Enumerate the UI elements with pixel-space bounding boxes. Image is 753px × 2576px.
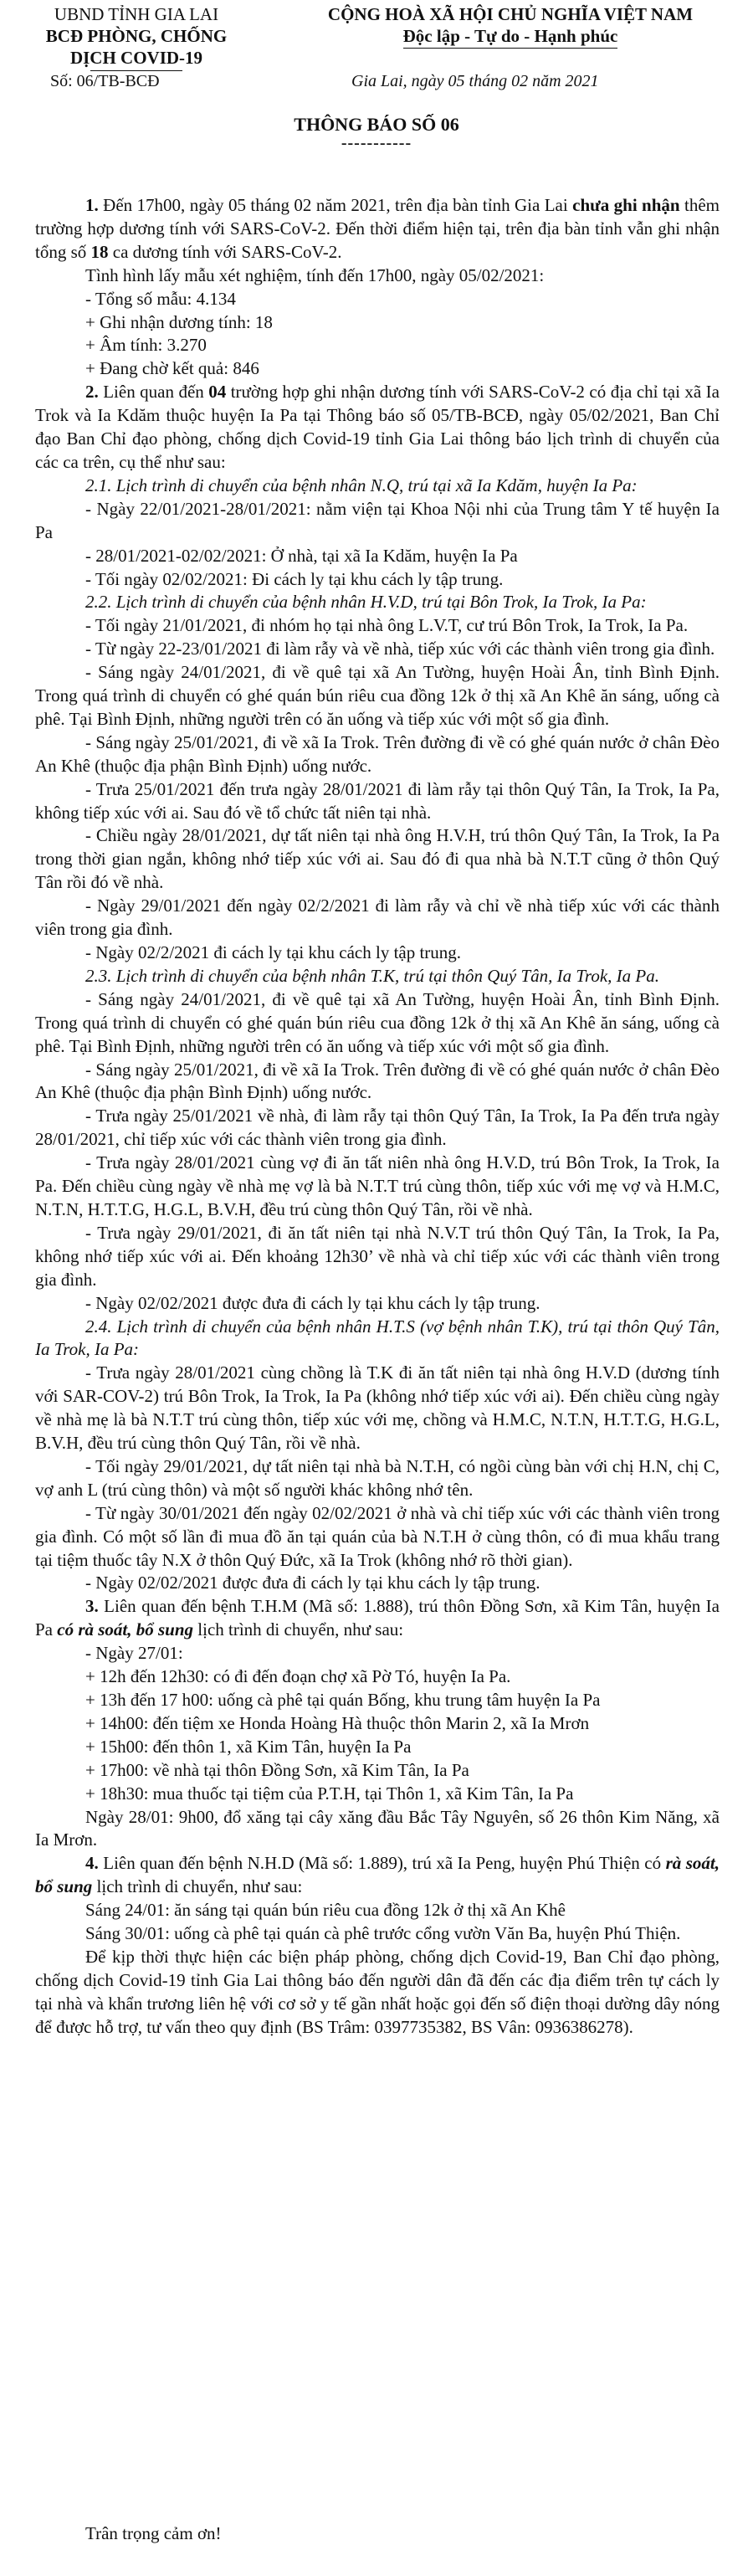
list-item: - Ngày 29/01/2021 đến ngày 02/2/2021 đi làm rẫy và chỉ về nhà tiếp xúc với các thành viên trong gia đình. — [35, 895, 720, 940]
list-item: - Trưa ngày 28/01/2021 cùng chồng là T.K đi ăn tất niên tại nhà ông H.V.D (dương tính với SAR-COV-2) trú Bôn Trok, Ia Trok, Ia Pa (không nhớ tiếp xúc với ai). Đến chiều cùng ngày về nhà mẹ là bà N.T.T trú cùng thôn, tiếp xúc với mẹ, chồng và H.M.C, N.T.N, H.T.T.G, H.G.L, B.V.H, đều trú cùng thôn Quý Tân, rồi về nhà. — [35, 1362, 720, 1454]
document-title: THÔNG BÁO SỐ 06 — [294, 114, 459, 135]
authority-line-3: DỊCH COVID-19 — [69, 48, 203, 68]
stat-total: - Tổng số mẫu: 4.134 — [85, 288, 236, 309]
list-item: - Trưa ngày 29/01/2021, đi ăn tất niên tại nhà N.V.T trú thôn Quý Tân, Ia Trok, Ia Pa, không nhớ tiếp xúc với ai. Đến khoảng 12h30’ về nhà và chỉ tiếp xúc với các thành viên trong gia đình. — [35, 1222, 720, 1290]
list-item: - Ngày 02/2/2021 đi cách ly tại khu cách ly tập trung. — [85, 942, 462, 962]
authority-line-1: UBND TỈNH GIA LAI — [54, 4, 219, 24]
section-1-paragraph: 1. Đến 17h00, ngày 05 tháng 02 năm 2021, trên địa bàn tỉnh Gia Lai chưa ghi nhận thêm trường hợp dương tính với SARS-CoV-2. Đến thời điểm hiện tại, trên địa bàn tỉnh vẫn ghi nhận tổng số 18 ca dương tính với SARS-CoV-2. — [35, 195, 720, 262]
document-body — [35, 194, 720, 2040]
list-item: - Tối ngày 21/01/2021, đi nhóm họ tại nhà ông L.V.T, cư trú Bôn Trok, Ia Trok, Ia Pa. — [85, 615, 689, 636]
list-item: - Từ ngày 30/01/2021 đến ngày 02/02/2021 ở nhà và chỉ tiếp xúc với các thành viên trong gia đình. Có một số lần đi mua đồ ăn tại quán của bà N.T.H ở cùng thôn, có đi mua khẩu trang tại tiệm thuốc tây N.X ở thôn Quý Đức, xã Ia Trok (không nhớ rõ thời gian). — [35, 1502, 720, 1570]
closing-thanks: Trân trọng cảm ơn! — [85, 2523, 222, 2543]
list-item: - Sáng ngày 24/01/2021, đi về quê tại xã An Tường, huyện Hoài Ân, tỉnh Bình Định. Trong quá trình di chuyển có ghé quán bún riêu cua đồng 12k ở thị xã An Khê ăn sáng, uống cà phê. Tại Bình Định, những người trên có ăn uống và tiếp xúc với một số gia đình. — [35, 662, 720, 729]
schedule-item: Sáng 30/01: uống cà phê tại quán cà phê trước cổng vườn Văn Ba, huyện Phú Thiện. — [85, 1923, 681, 1944]
list-item: - Trưa 25/01/2021 đến trưa ngày 28/01/2021 đi làm rẫy tại thôn Quý Tân, Ia Trok, Ia Pa, không tiếp xúc với ai. Sau đó về tổ chức tất niên tại nhà. — [35, 778, 720, 823]
subsection-2-2-heading: 2.2. Lịch trình di chuyển của bệnh nhân H.V.D, trú tại Bôn Trok, Ia Trok, Ia Pa: — [85, 592, 647, 613]
title-divider: ----------- — [341, 134, 412, 152]
schedule-item: Sáng 24/01: ăn sáng tại quán bún riêu cua đồng 12k ở thị xã An Khê — [85, 1900, 566, 1921]
section-4-paragraph: 4. Liên quan đến bệnh N.H.D (Mã số: 1.889), trú xã Ia Peng, huyện Phú Thiện có rà soát, bổ sung lịch trình di chuyển, như sau: — [35, 1853, 720, 1897]
schedule-item: + 15h00: đến thôn 1, xã Kim Tân, huyện Ia Pa — [85, 1736, 412, 1757]
list-item: - Trưa ngày 25/01/2021 về nhà, đi làm rẫy tại thôn Quý Tân, Ia Trok, Ia Pa đến trưa ngày 28/01/2021, chỉ tiếp xúc với các thành viên trong gia đình. — [35, 1106, 720, 1150]
subsection-2-1-heading: 2.1. Lịch trình di chuyển của bệnh nhân N.Q, trú tại xã Ia Kdăm, huyện Ia Pa: — [85, 475, 638, 495]
national-header — [284, 3, 736, 49]
stat-positive: + Ghi nhận dương tính: 18 — [85, 311, 273, 332]
subsection-2-4-heading: 2.4. Lịch trình di chuyển của bệnh nhân H.T.S (vợ bệnh nhân T.K), trú tại thôn Quý Tân, Ia Trok, Ia Pa: — [35, 1316, 720, 1360]
list-item: - Tối ngày 29/01/2021, dự tất niên tại nhà bà N.T.H, có ngồi cùng bàn với chị H.N, chị C, vợ anh L (trú cùng thôn) và một số người khác không nhớ tên. — [35, 1455, 720, 1500]
stats-intro: Tình hình lấy mẫu xét nghiệm, tính đến 17h00, ngày 05/02/2021: — [85, 264, 545, 285]
section-2-paragraph: 2. Liên quan đến 04 trường hợp ghi nhận dương tính với SARS-CoV-2 có địa chỉ tại xã Ia Trok và Ia Kdăm thuộc huyện Ia Pa tại Thông báo số 05/TB-BCĐ, ngày 05/02/2021, Ban Chỉ đạo Ban Chỉ đạo phòng, chống dịch Covid-19 tỉnh Gia Lai thông báo lịch trình di chuyển của các ca trên, cụ thể như sau: — [35, 382, 720, 472]
national-motto: Độc lập - Tự do - Hạnh phúc — [403, 25, 618, 49]
document-number: Số: 06/TB-BCĐ — [50, 72, 160, 90]
schedule-item: + 14h00: đến tiệm xe Honda Hoàng Hà thuộc thôn Marin 2, xã Ia Mrơn — [85, 1712, 590, 1733]
list-item: - Chiều ngày 28/01/2021, dự tất niên tại nhà ông H.V.H, trú thôn Quý Tân, Ia Trok, Ia Pa trong thời gian ngắn, không nhớ tiếp xúc với ai. Sau đó đi qua nhà bà N.T.T cũng ở thôn Quý Tân rồi đó về nhà. — [35, 825, 720, 893]
issuing-authority — [32, 3, 241, 71]
schedule-item: + 12h đến 12h30: có đi đến đoạn chợ xã Pờ Tó, huyện Ia Pa. — [85, 1666, 511, 1687]
list-item: - Từ ngày 22-23/01/2021 đi làm rẫy và về nhà, tiếp xúc với các thành viên trong gia đình. — [85, 639, 715, 659]
list-item: - Sáng ngày 24/01/2021, đi về quê tại xã An Tường, huyện Hoài Ân, tỉnh Bình Định. Trong quá trình di chuyển có ghé quán bún riêu cua đồng 12k ở thị xã An Khê ăn sáng, uống cà phê. Tại Bình Định, những người trên có ăn uống và tiếp xúc với một số gia đình. — [35, 988, 720, 1056]
list-item: - Tối ngày 02/02/2021: Đi cách ly tại khu cách ly tập trung. — [85, 568, 504, 589]
list-item: - Ngày 22/01/2021-28/01/2021: nằm viện tại Khoa Nội nhi của Trung tâm Y tế huyện Ia Pa — [35, 498, 720, 542]
list-item: - Ngày 02/02/2021 được đưa đi cách ly tại khu cách ly tập trung. — [85, 1573, 540, 1593]
schedule-day: Ngày 28/01: 9h00, đổ xăng tại cây xăng đầu Bắc Tây Nguyên, số 26 thôn Kim Năng, xã Ia Mrơn. — [35, 1806, 720, 1850]
stat-negative: + Âm tính: 3.270 — [85, 335, 207, 356]
list-item: - 28/01/2021-02/02/2021: Ở nhà, tại xã Ia Kdăm, huyện Ia Pa — [85, 545, 518, 566]
schedule-item: + 17h00: về nhà tại thôn Đồng Sơn, xã Kim Tân, Ia Pa — [85, 1759, 469, 1780]
list-item: - Trưa ngày 28/01/2021 cùng vợ đi ăn tất niên nhà ông H.V.D, trú Bôn Trok, Ia Trok, Ia Pa. Đến chiều cùng ngày về nhà mẹ vợ là bà N.T.T trú cùng thôn, tiếp xúc với mẹ vợ và H.M.C, N.T.N, H.T.T.G, H.G.L, B.V.H, đều trú cùng thôn Quý Tân, rồi về nhà. — [35, 1152, 720, 1219]
schedule-day: - Ngày 27/01: — [85, 1643, 183, 1664]
schedule-item: + 18h30: mua thuốc tại tiệm của P.T.H, tại Thôn 1, xã Kim Tân, Ia Pa — [85, 1783, 574, 1804]
list-item: - Sáng ngày 25/01/2021, đi về xã Ia Trok. Trên đường đi về có ghé quán nước ở chân Đèo An Khê (thuộc địa phận Bình Định) uống nước. — [35, 1059, 720, 1103]
closing-paragraph: Để kịp thời thực hiện các biện pháp phòng, chống dịch Covid-19, Ban Chỉ đạo phòng, chống dịch Covid-19 tỉnh Gia Lai thông báo đến người dân đã đến các địa điểm trên tự cách ly tại nhà và khẩn trương liên hệ với cơ sở y tế gần nhất hoặc gọi đến số điện thoại dường dây nóng để được hỗ trợ, tư vấn theo quy định (BS Trâm: 0397735382, BS Vân: 0936386278). — [35, 1946, 720, 2037]
list-item: - Ngày 02/02/2021 được đưa đi cách ly tại khu cách ly tập trung. — [85, 1292, 540, 1313]
schedule-item: + 13h đến 17 h00: uống cà phê tại quán Bống, khu trung tâm huyện Ia Pa — [85, 1690, 601, 1710]
nation-name: CỘNG HOÀ XÃ HỘI CHỦ NGHĨA VIỆT NAM — [327, 4, 694, 24]
subsection-2-3-heading: 2.3. Lịch trình di chuyển của bệnh nhân T.K, trú tại thôn Quý Tân, Ia Trok, Ia Pa. — [85, 965, 659, 986]
authority-line-2: BCĐ PHÒNG, CHỐNG — [45, 26, 228, 46]
document-date: Gia Lai, ngày 05 tháng 02 năm 2021 — [351, 72, 599, 90]
authority-underline — [90, 70, 182, 71]
section-3-paragraph: 3. Liên quan đến bệnh T.H.M (Mã số: 1.888), trú thôn Đồng Sơn, xã Kim Tân, huyện Ia Pa có rà soát, bổ sung lịch trình di chuyển, như sau: — [35, 1596, 720, 1640]
stat-pending: + Đang chờ kết quả: 846 — [85, 358, 259, 379]
list-item: - Sáng ngày 25/01/2021, đi về xã Ia Trok. Trên đường đi về có ghé quán nước ở chân Đèo An Khê (thuộc địa phận Bình Định) uống nước. — [35, 731, 720, 776]
